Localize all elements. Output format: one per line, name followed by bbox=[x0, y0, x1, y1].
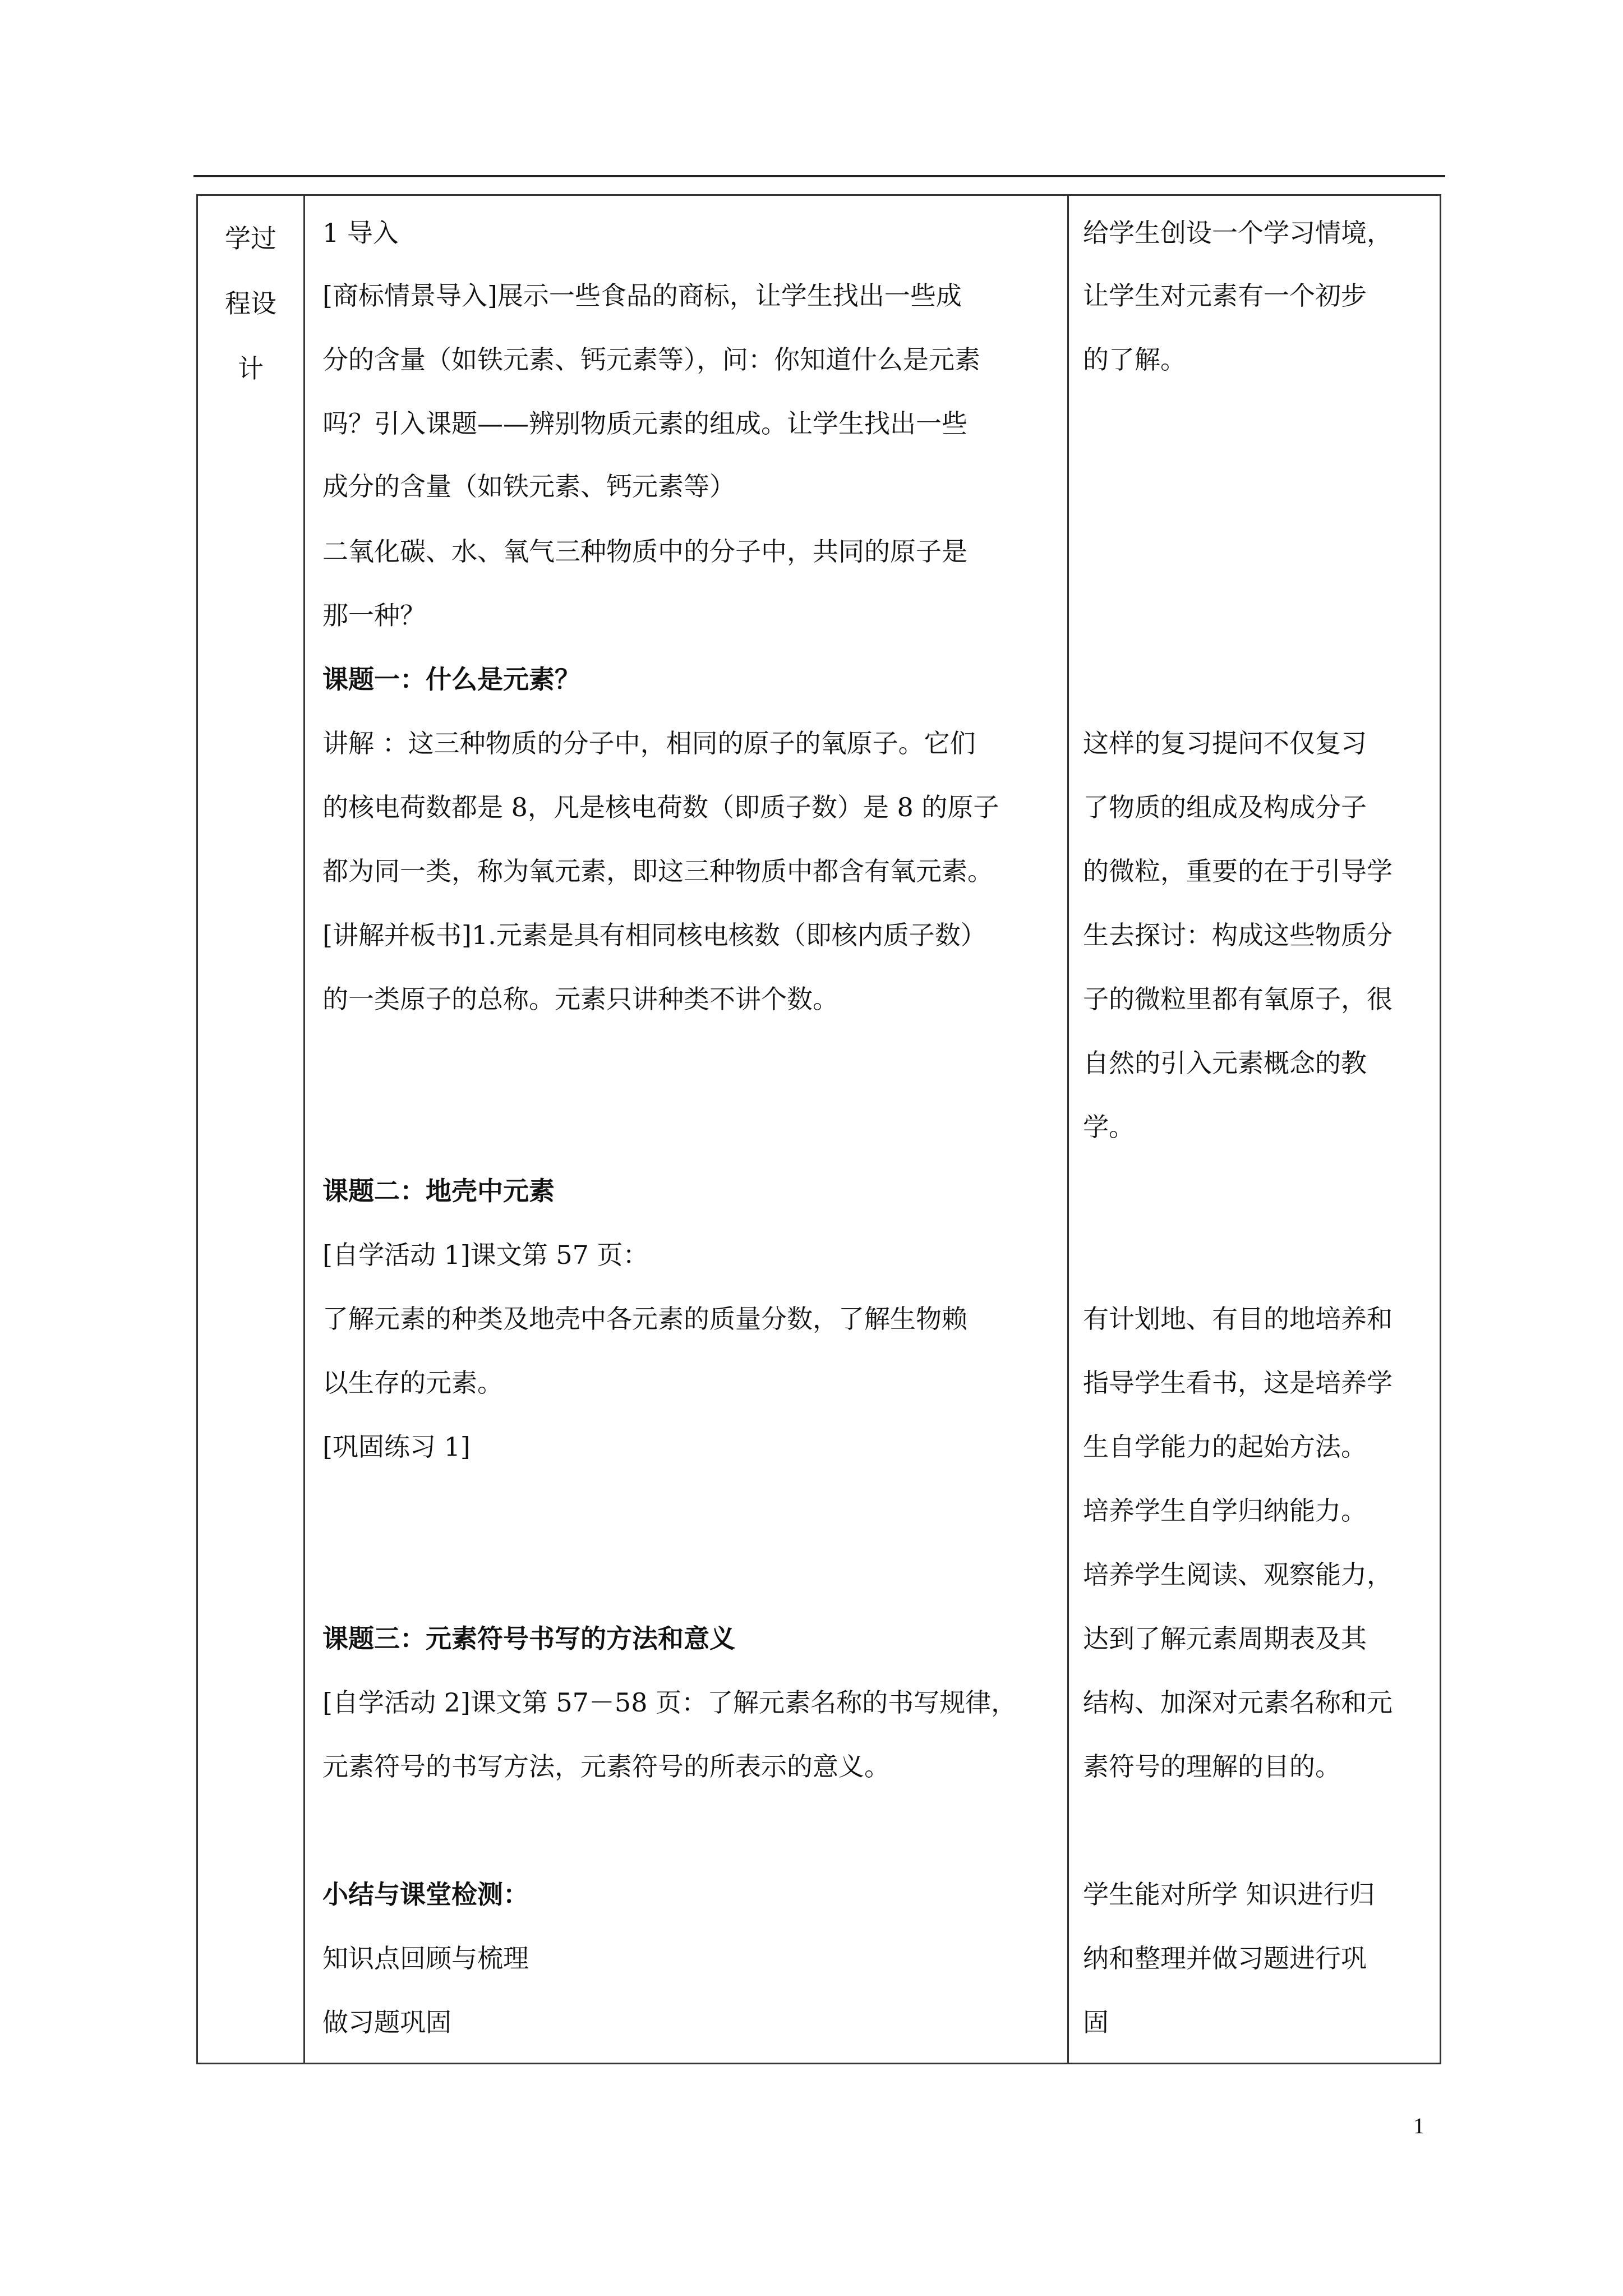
content-line: 1 导入 bbox=[322, 218, 399, 248]
note-line: 素符号的理解的目的。 bbox=[1083, 1751, 1341, 1782]
note-line: 纳和整理并做习题进行巩 bbox=[1083, 1943, 1367, 1973]
row-label-line: 学过 bbox=[225, 223, 276, 254]
content-line: 知识点回顾与梳理 bbox=[322, 1943, 529, 1973]
note-line: 结构、加深对元素名称和元 bbox=[1083, 1687, 1393, 1718]
row-label-learning-process-design bbox=[198, 206, 303, 401]
content-line: 分的含量（如铁元素、钙元素等），问：你知道什么是元素 bbox=[322, 344, 980, 375]
content-line: [巩固练习 1] bbox=[322, 1432, 471, 1462]
topic-one-heading: 课题一：什么是元素？ bbox=[322, 664, 580, 694]
row-label-line: 程设 bbox=[225, 288, 276, 319]
content-line: [自学活动 2]课文第 57－58 页：了解元素名称的书写规律， bbox=[322, 1687, 1017, 1718]
note-line: 指导学生看书，这是培养学 bbox=[1083, 1368, 1393, 1398]
note-line: 学。 bbox=[1083, 1112, 1135, 1142]
note-line: 了物质的组成及构成分子 bbox=[1083, 792, 1367, 822]
header-rule bbox=[193, 175, 1445, 177]
content-line: 吗？引入课题——辨别物质元素的组成。让学生找出一些 bbox=[322, 408, 967, 439]
note-line: 子的微粒里都有氧原子，很 bbox=[1083, 984, 1393, 1014]
content-line: 二氧化碳、水、氧气三种物质中的分子中，共同的原子是 bbox=[322, 536, 967, 567]
content-line: 讲解 ：这三种物质的分子中，相同的原子的氧原子。它们 bbox=[322, 728, 976, 758]
content-line: [商标情景导入]展示一些食品的商标，让学生找出一些成 bbox=[322, 280, 962, 311]
note-line: 生自学能力的起始方法。 bbox=[1083, 1432, 1367, 1462]
content-line: 的一类原子的总称。元素只讲种类不讲个数。 bbox=[322, 984, 838, 1014]
content-line: [自学活动 1]课文第 57 页： bbox=[322, 1240, 649, 1270]
note-line: 达到了解元素周期表及其 bbox=[1083, 1623, 1367, 1654]
note-line: 的了解。 bbox=[1083, 344, 1186, 375]
note-line: 培养学生自学归纳能力。 bbox=[1083, 1496, 1367, 1526]
note-line: 自然的引入元素概念的教 bbox=[1083, 1048, 1367, 1078]
note-line: 固 bbox=[1083, 2007, 1109, 2037]
note-line: 有计划地、有目的地培养和 bbox=[1083, 1304, 1393, 1334]
note-line: 让学生对元素有一个初步 bbox=[1083, 280, 1367, 311]
content-line: 以生存的元素。 bbox=[322, 1368, 503, 1398]
note-line: 给学生创设一个学习情境， bbox=[1083, 218, 1393, 248]
content-line: 都为同一类，称为氧元素，即这三种物质中都含有氧元素。 bbox=[322, 856, 993, 886]
note-line: 生去探讨：构成这些物质分 bbox=[1083, 920, 1393, 950]
column-divider bbox=[1067, 196, 1069, 2063]
note-line: 的微粒，重要的在于引导学 bbox=[1083, 856, 1393, 886]
content-line: 元素符号的书写方法，元素符号的所表示的意义。 bbox=[322, 1751, 890, 1782]
summary-heading: 小结与课堂检测： bbox=[322, 1879, 529, 1910]
note-line: 培养学生阅读、观察能力， bbox=[1083, 1559, 1393, 1590]
topic-two-heading: 课题二：地壳中元素 bbox=[322, 1176, 555, 1206]
content-line: 了解元素的种类及地壳中各元素的质量分数，了解生物赖 bbox=[322, 1304, 967, 1334]
content-line: 做习题巩固 bbox=[322, 2007, 451, 2037]
content-line: 那一种？ bbox=[322, 600, 426, 631]
topic-three-heading: 课题三：元素符号书写的方法和意义 bbox=[322, 1623, 735, 1654]
content-line: [讲解并板书]1.元素是具有相同核电核数（即核内质子数） bbox=[322, 920, 986, 950]
column-divider bbox=[303, 196, 305, 2063]
note-line: 这样的复习提问不仅复习 bbox=[1083, 728, 1367, 758]
content-line: 成分的含量（如铁元素、钙元素等） bbox=[322, 471, 735, 501]
page-number: 1 bbox=[1413, 2113, 1424, 2138]
row-label-line: 计 bbox=[238, 353, 264, 384]
content-line: 的核电荷数都是 8，凡是核电荷数（即质子数）是 8 的原子 bbox=[322, 792, 999, 822]
note-line: 学生能对所学 知识进行归 bbox=[1083, 1879, 1375, 1910]
lesson-design-table bbox=[196, 194, 1441, 2064]
